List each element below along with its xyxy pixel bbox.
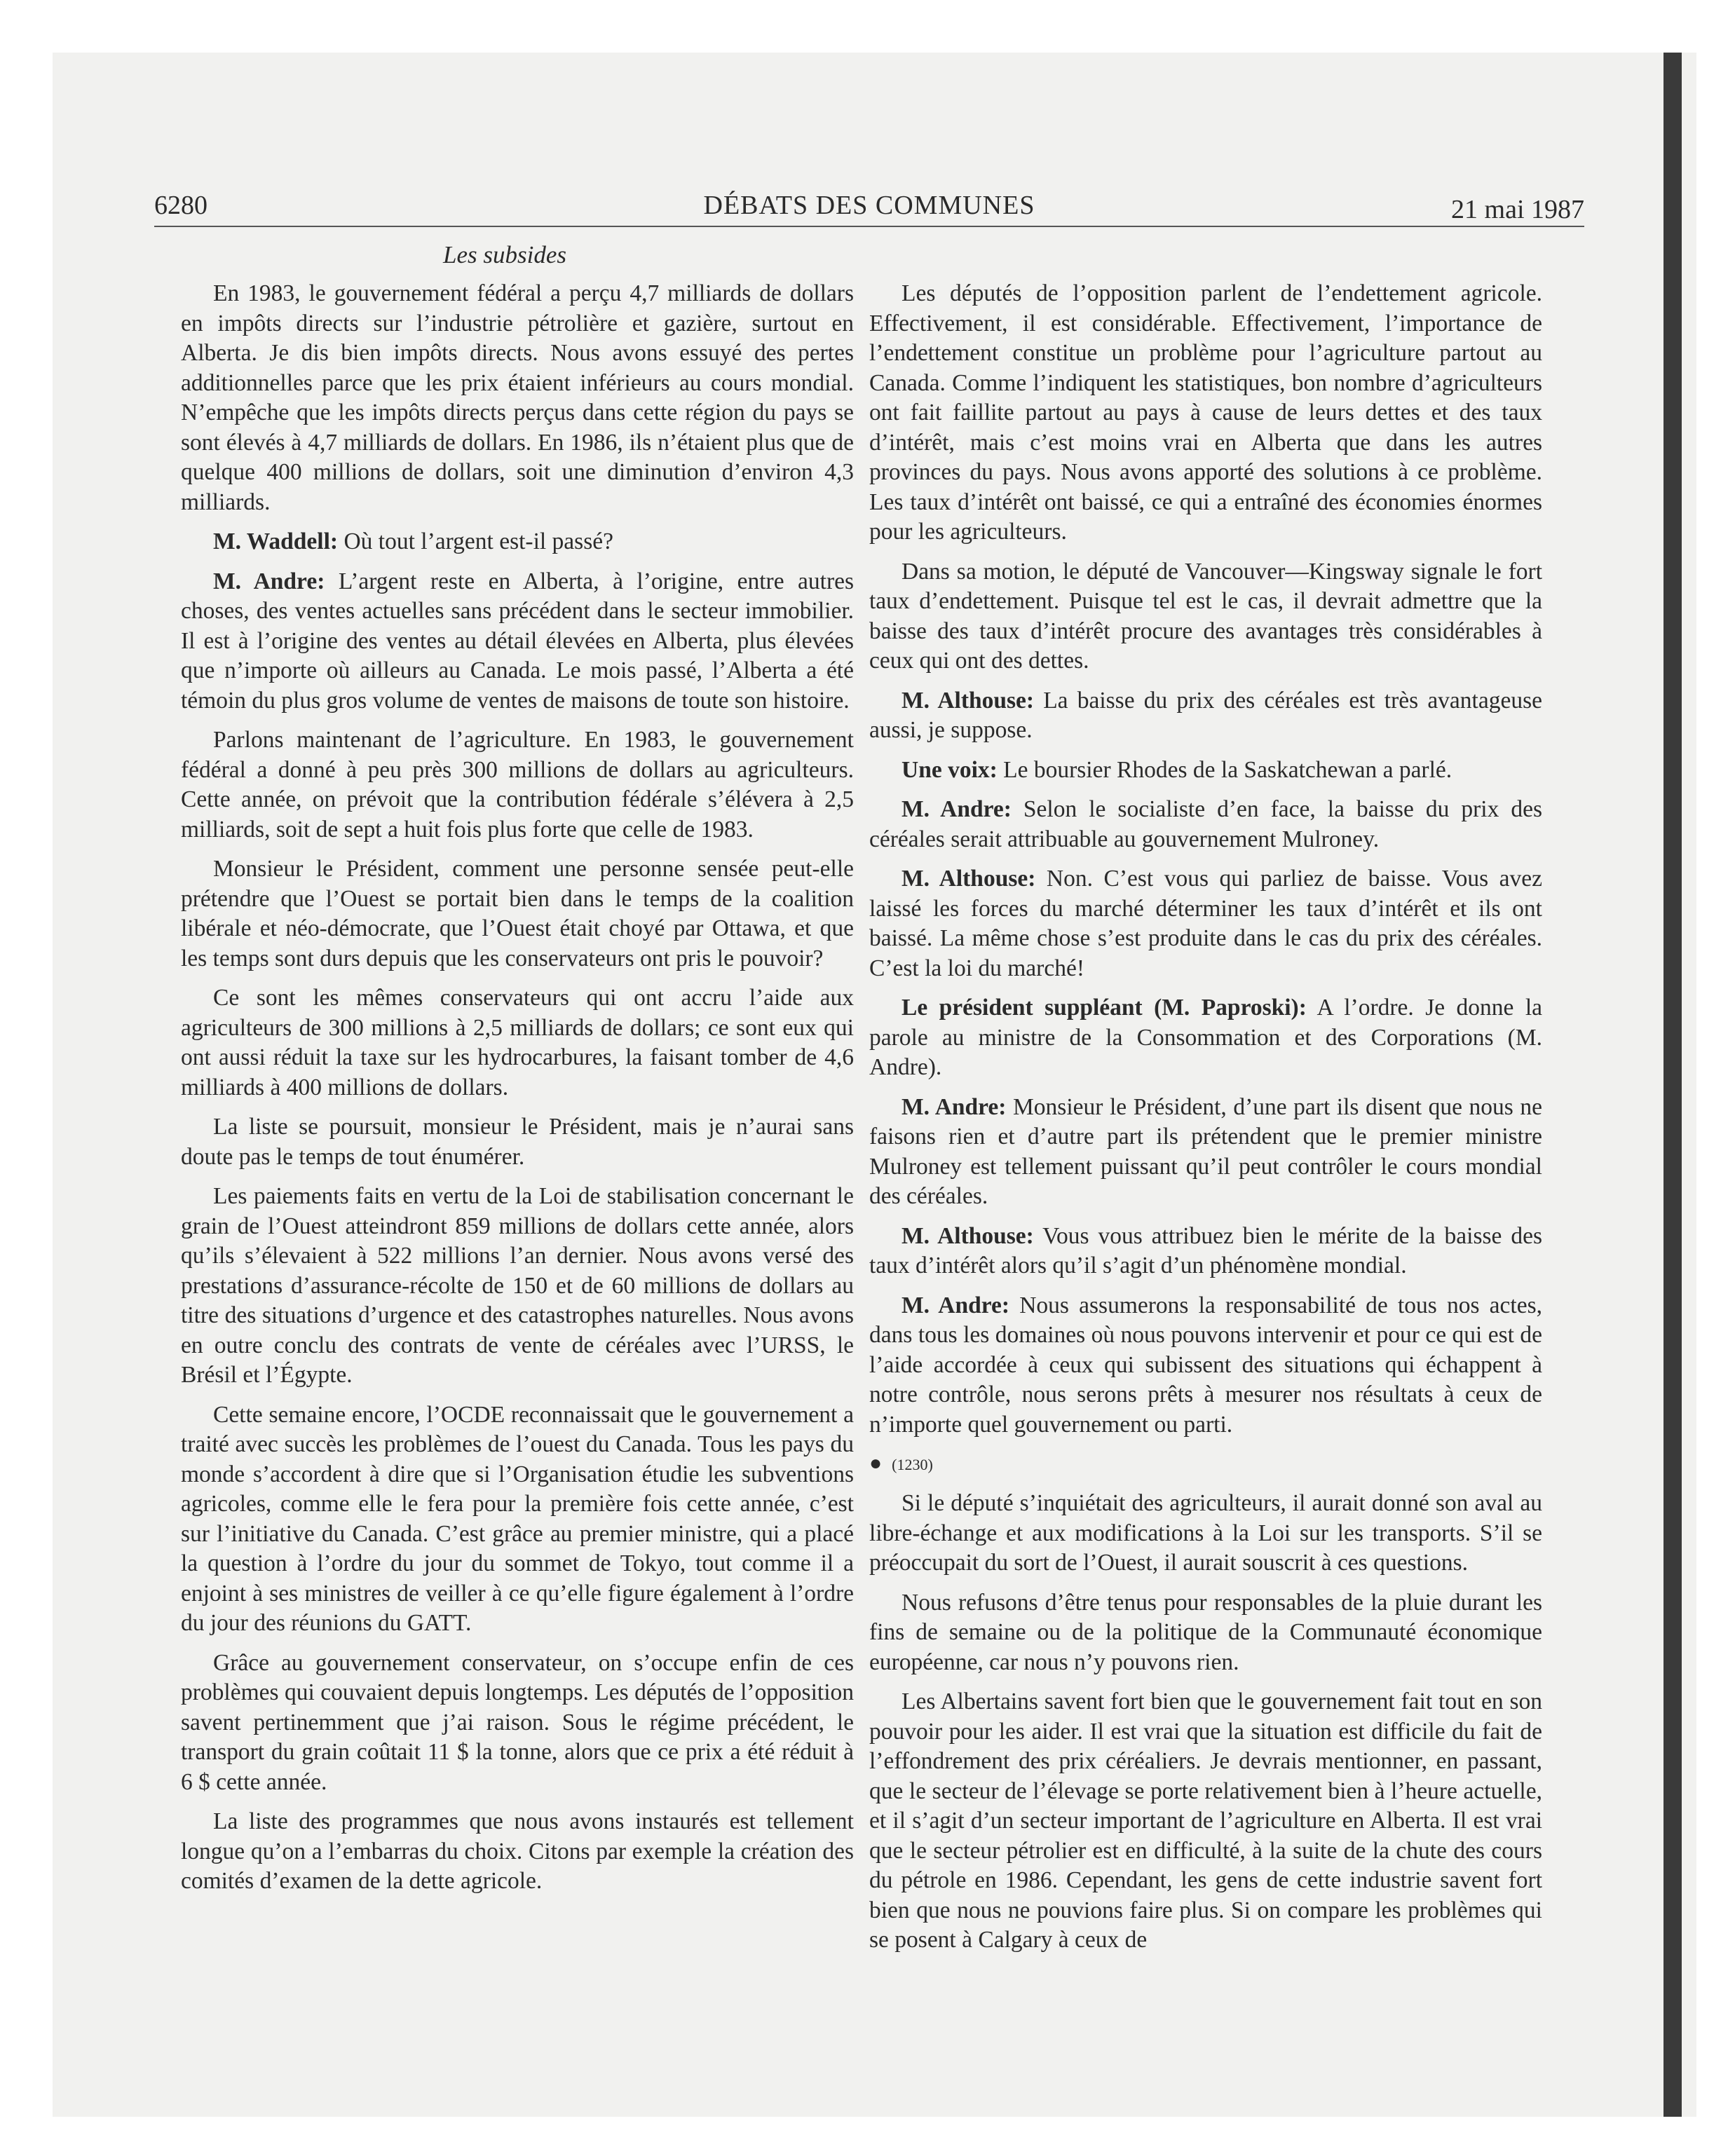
paragraph-text: Cette semaine encore, l’OCDE reconnaissait que le gouvernement a traité avec succès les problèmes de l’ouest du Canada. Tous les pays du monde s’accordent à dire que si l’Organisation étudie les subventions agricoles, comme elle le fera pour la première fois cette année, c’est sur l’initiative du Canada. C’est grâce au premier ministre, qui a placé la question à l’ordre du jour du sommet de Tokyo, tout comme il a enjoint à ses ministres de veiller à ce qu’elle figure également à l’ordre du jour des réunions du GATT. [181,1401,854,1636]
paragraph-text: Monsieur le Président, d’une part ils disent que nous ne faisons rien et d’autre part ils prétendent que le premier ministre Mulroney est tellement puissant qu’il peut contrôler le cours mondial des céréales. [869,1093,1543,1209]
bullet-icon: ● [869,1452,883,1475]
paragraph [181,567,854,716]
paragraph-text: Selon le socialiste d’en face, la baisse du prix des céréales serait attribuable au gouvernement Mulroney. [869,796,1542,852]
paragraph [869,795,1542,854]
paragraph-text: Monsieur le Président, comment une personne sensée peut-elle prétendre que l’Ouest se portait bien dans le temps de la coalition libérale et néo-démocrate, que l’Ouest était choyé par Ottawa, et que les temps sont durs depuis que les conservateurs ont pris le pouvoir? [181,856,854,971]
paragraph-text: La liste des programmes que nous avons instaurés est tellement longue qu’on a l’embarras du choix. Citons par exemple la création des comités d’examen de la dette agricole. [181,1808,854,1894]
paragraph [869,1687,1542,1956]
paragraph [181,983,854,1103]
speaker-name: M. Andre: [901,1093,1007,1120]
speaker-name: M. Althouse: [901,1222,1034,1249]
paragraph-text: Ce sont les mêmes conservateurs qui ont accru l’aide aux agriculteurs de 300 millions à 2,5 milliards de dollars; ce sont eux qui ont aussi réduit la taxe sur les hydrocarbures, la faisant tomber de 4,6 milliards à 400 millions de dollars. [181,985,854,1100]
paragraph [181,1807,854,1897]
paragraph [181,1400,854,1639]
page-number: 6280 [154,191,207,220]
time-marker [869,1449,1542,1479]
paragraph [181,1112,854,1172]
paragraph-text: Les députés de l’opposition parlent de l’endettement agricole. Effectivement, il est considérable. Effectivement, l’importance de l’endettement constitue un problème pour l’agriculture partout au Canada. Comme l’indiquent les statistiques, bon nombre d’agriculteurs ont fait faillite partout au pays à cause de leurs dettes et des taux d’intérêt, mais c’est moins vrai en Alberta que dans les autres provinces du pays. Nous avons apporté des solutions à ce problème. Les taux d’intérêt ont baissé, ce qui a entraîné des économies énormes pour les agriculteurs. [869,280,1542,545]
paragraph-text: Le boursier Rhodes de la Saskatchewan a parlé. [1003,756,1452,783]
paragraph-text: Dans sa motion, le député de Vancouver—Kingsway signale le fort taux d’endettement. Puisque tel est le cas, il devrait admettre que la baisse des taux d’intérêt procure des avantages très considérables à ceux qui ont des dettes. [869,558,1542,674]
page-date: 21 mai 1987 [1451,195,1584,224]
paragraph-text: Parlons maintenant de l’agriculture. En 1983, le gouvernement fédéral a donné à peu près 300 millions de dollars au agriculteurs. Cette année, on prévoit que la contribution fédérale s’élévera à 2,5 milliards, soit de sept a huit fois plus forte que celle de 1983. [181,727,854,842]
paragraph-text: Si le député s’inquiétait des agriculteurs, il aurait donné son aval au libre-échange et aux modifications à la Loi sur les transports. S’il se préoccupait du sort de l’Ouest, il aurait souscrit à ces questions. [869,1490,1542,1576]
speaker-name: M. Andre: [901,796,1012,822]
paragraph [869,1291,1542,1440]
section-title: Les subsides [443,241,566,268]
scan-edge-bar [1663,53,1682,2117]
paragraph [869,756,1542,786]
paragraph-text: Les paiements faits en vertu de la Loi de stabilisation concernant le grain de l’Ouest atteindront 859 millions de dollars cette année, alors qu’ils s’élevaient à 522 millions l’an dernier. Nous avons versé des prestations d’assurance-récolte de 150 et de 60 millions de dollars au titre des situations d’urgence et des catastrophes naturelles. Nous avons en outre conclu des contrats de vente de céréales avec l’URSS, le Brésil et l’Égypte. [181,1183,854,1388]
paragraph-text: Grâce au gouvernement conservateur, on s’occupe enfin de ces problèmes qui couvaient depuis longtemps. Les députés de l’opposition savent pertinemment que j’ai raison. Sous le régime précédent, le transport du grain coûtait 11 $ la tonne, alors que ce prix a été réduit à 6 $ cette année. [181,1649,854,1795]
paragraph [869,686,1542,746]
paragraph [181,527,854,557]
paragraph-text: La liste se poursuit, monsieur le Président, mais je n’aurai sans doute pas le temps de tout énumérer. [181,1114,854,1170]
paragraph [869,279,1542,547]
speaker-name: M. Andre: [213,568,325,594]
time-marker-label: (1230) [892,1456,933,1473]
paragraph-text: A l’ordre. Je donne la parole au ministre de la Consommation et des Corporations (M. Andre). [869,995,1542,1080]
paragraph-text: Nous refusons d’être tenus pour responsables de la pluie durant les fins de semaine ou de la politique de la Communauté économique européenne, car nous n’y pouvons rien. [869,1589,1542,1675]
paragraph [181,725,854,845]
paragraph-text: L’argent reste en Alberta, à l’origine, entre autres choses, des ventes actuelles sans précédent dans le secteur immobilier. Il est à l’origine des ventes au détail élevées en Alberta, plus élevées que n’importe où ailleurs au Canada. Le mois passé, l’Alberta a été témoin du plus gros volume de ventes de maisons de toute son histoire. [181,568,855,714]
paragraph [181,854,854,974]
paragraph [181,1182,854,1391]
paragraph [869,1588,1542,1678]
paragraph-text: En 1983, le gouvernement fédéral a perçu 4,7 milliards de dollars en impôts directs sur l’industrie pétrolière et gazière, surtout en Alberta. Je dis bien impôts directs. Nous avons essuyé des pertes additionnelles parce que les prix étaient inférieurs au cours mondial. N’empêche que les impôts directs perçus dans cette région du pays se sont élevés à 4,7 milliards de dollars. En 1986, ils n’étaient plus que de quelque 400 millions de dollars, soit une diminution d’environ 4,3 milliards. [181,280,854,515]
paragraph-text: Vous vous attribuez bien le mérite de la baisse des taux d’intérêt alors qu’il s’agit d’un phénomène mondial. [869,1222,1542,1278]
publication-title: DÉBATS DES COMMUNES [703,191,1035,220]
speaker-name: M. Andre: [901,1292,1010,1318]
paragraph-text: La baisse du prix des céréales est très avantageuse aussi, je suppose. [869,687,1543,743]
left-column [181,279,854,1906]
paragraph-text: Les Albertains savent fort bien que le gouvernement fait tout en son pouvoir pour les aider. Il est vrai que la situation est difficile du fait de l’effondrement des prix céréaliers. Je devrais mentionner, en passant, que le secteur de l’élevage se porte relativement bien à l’heure actuelle, et il s’agit d’un secteur important de l’agriculture en Alberta. Il est vrai que le secteur pétrolier est en difficulté, à la suite de la chute des cours du pétrole en 1986. Cependant, les gens de cette industrie savent fort bien que nous ne pouvions faire plus. Si on compare les problèmes qui se posent à Calgary à ceux de [869,1688,1542,1953]
page-header [154,188,1584,227]
speaker-name: M. Waddell: [213,528,339,554]
paragraph [869,864,1542,983]
paragraph [869,1489,1542,1578]
paragraph [869,993,1542,1083]
paragraph-text: Où tout l’argent est-il passé? [343,528,613,554]
speaker-name: M. Althouse: [901,687,1035,714]
paragraph-text: Non. C’est vous qui parliez de baisse. Vous avez laissé les forces du marché déterminer les taux d’intérêt et ils ont baissé. La même chose s’est produite dans le cas du prix des céréales. C’est la loi du marché! [869,866,1543,981]
speaker-name: Une voix: [901,756,998,783]
paragraph [181,1649,854,1798]
speaker-name: M. Althouse: [901,866,1036,892]
paragraph [869,1093,1542,1212]
paragraph [869,557,1542,676]
paragraph [869,1222,1542,1281]
paragraph-text: Nous assumerons la responsabilité de tous nos actes, dans tous les domaines où nous pouvons intervenir et pour ce qui est de l’aide accordée à ceux qui subissent des situations qui échappent à notre contrôle, nous serons prêts à mesurer nos résultats à ceux de n’importe quel gouvernement ou parti. [869,1292,1543,1438]
speaker-name: Le président suppléant (M. Paproski): [901,995,1307,1021]
paragraph [181,279,854,517]
right-column [869,279,1542,1965]
